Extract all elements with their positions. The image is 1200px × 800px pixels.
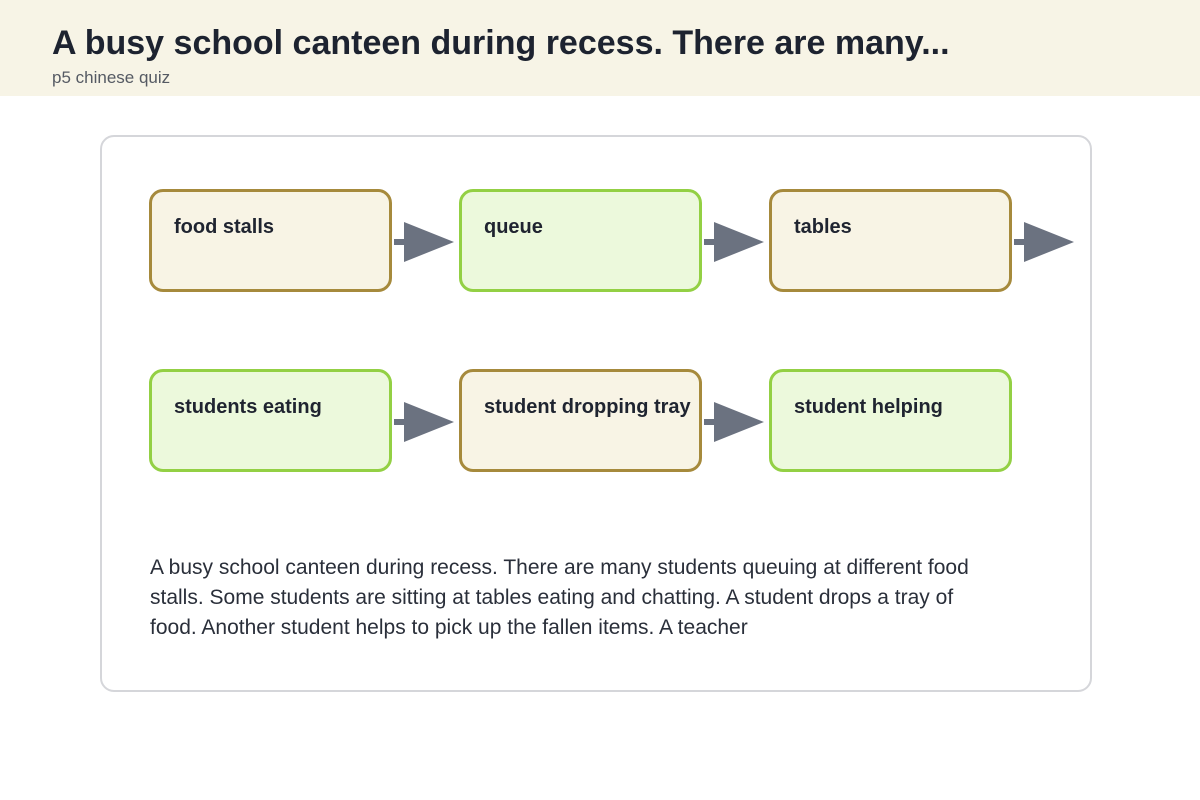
- node-students-eating: [149, 369, 392, 472]
- node-label: tables: [794, 216, 852, 238]
- node-food-stalls: [149, 189, 392, 292]
- page-subtitle: p5 chinese quiz: [52, 68, 171, 87]
- arrow-food-stalls-to-queue: [394, 222, 454, 262]
- arrow-queue-to-tables: [704, 222, 764, 262]
- node-label: students eating: [174, 396, 322, 418]
- node-label: queue: [484, 216, 543, 238]
- node-label: student helping: [794, 396, 943, 418]
- node-student-dropping-tray: [459, 369, 702, 472]
- node-student-helping: [769, 369, 1012, 472]
- page-title: A busy school canteen during recess. There are many...: [52, 24, 950, 62]
- arrow-tables-to-next: [1014, 222, 1074, 262]
- node-tables: [769, 189, 1012, 292]
- arrow-dropping-tray-to-helping: [704, 402, 764, 442]
- node-label: food stalls: [174, 216, 275, 238]
- node-label: student dropping tray: [484, 396, 691, 418]
- node-queue: [459, 189, 702, 292]
- scene-description: A busy school canteen during recess. There are many students queuing at different food stalls. Some students are sitting at tables eating and chatting. A student drops a tray of food. Another student helps to pick up the fallen items. A teacher: [150, 556, 969, 639]
- arrow-students-eating-to-dropping-tray: [394, 402, 454, 442]
